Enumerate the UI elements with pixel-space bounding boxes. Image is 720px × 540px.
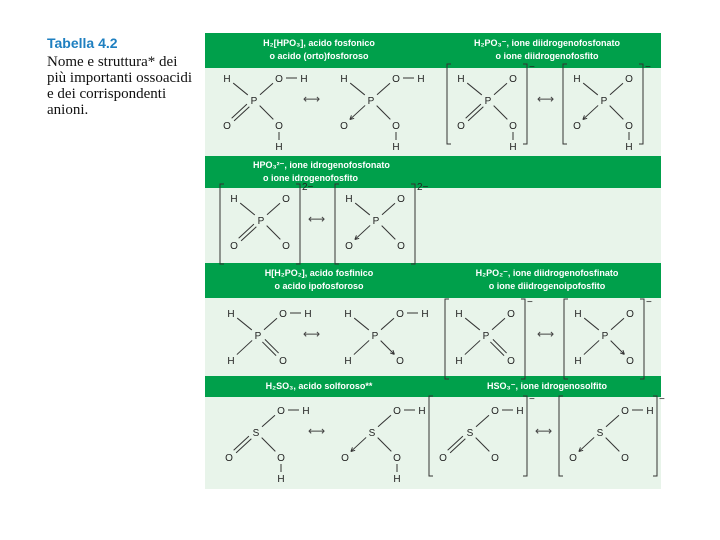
- lewis-structure: [559, 60, 659, 153]
- single-bond: [354, 318, 369, 330]
- single-bond: [494, 106, 508, 120]
- lewis-structure: [330, 295, 430, 385]
- atom-tl: H: [455, 309, 463, 320]
- single-bond: [494, 83, 507, 94]
- single-bond: [233, 83, 248, 95]
- single-bond: [237, 340, 252, 354]
- dative-bond: [355, 225, 370, 239]
- atom-tail: H: [421, 309, 429, 320]
- single-bond: [382, 203, 395, 214]
- single-bond: [382, 226, 396, 240]
- lewis-structure: [326, 60, 426, 153]
- atom-tr: O: [397, 194, 405, 205]
- header-right: HSO₃⁻, ione idrogenosolfito: [487, 381, 607, 391]
- atom-tl: H: [345, 194, 353, 205]
- charge: 2−: [302, 182, 314, 193]
- resonance-arrow: ⟷: [537, 92, 555, 106]
- atom-tail: H: [393, 474, 401, 485]
- atom-bl: O: [569, 453, 577, 464]
- single-bond: [584, 318, 599, 330]
- single-bond: [465, 340, 480, 354]
- atom-bl: O: [573, 121, 581, 132]
- atom-bl: O: [223, 121, 231, 132]
- atom-tr: O: [392, 74, 400, 85]
- atom-tr: O: [621, 406, 629, 417]
- atom-br: O: [621, 453, 629, 464]
- atom-br: O: [282, 241, 290, 252]
- single-bond: [584, 340, 599, 354]
- atom-tail: H: [300, 74, 308, 85]
- single-bond: [237, 318, 252, 330]
- atom-br: O: [392, 121, 400, 132]
- single-bond: [610, 106, 624, 120]
- dative-bond: [381, 341, 395, 355]
- header-text: H₂PO₃⁻, ione diidrogenofosfonato: [474, 38, 620, 48]
- atom-tail: H: [304, 309, 312, 320]
- table-caption: Nome e struttura* dei più importanti ossoacidi e dei corrispondenti anioni.: [47, 54, 192, 118]
- single-bond: [240, 203, 255, 215]
- header-text: H₂[HPO₃], acido fosfonico: [263, 38, 375, 48]
- header-text: H[H₂PO₂], acido fosfinico: [264, 268, 374, 278]
- lewis-structure: [560, 295, 660, 385]
- central-atom: S: [252, 428, 260, 439]
- atom-bl: H: [344, 356, 352, 367]
- central-atom: S: [596, 428, 604, 439]
- lewis-structure: [555, 392, 665, 482]
- atom-tail: H: [277, 474, 285, 485]
- atom-br: O: [396, 356, 404, 367]
- single-bond: [583, 83, 598, 95]
- central-atom: P: [601, 331, 609, 342]
- header-text: HPO₃²⁻, ione idrogenofosfonato: [253, 160, 390, 170]
- atom-tl: H: [227, 309, 235, 320]
- atom-tl: H: [223, 74, 231, 85]
- atom-br: O: [625, 121, 633, 132]
- dative-bond: [611, 341, 625, 355]
- single-bond: [377, 106, 391, 120]
- lewis-structure: [213, 295, 313, 385]
- lewis-structure: [443, 60, 543, 153]
- dative-bond: [350, 105, 365, 119]
- table-label: Tabella 4.2: [47, 35, 118, 51]
- atom-tail: H: [509, 142, 517, 153]
- single-bond: [465, 318, 480, 330]
- lewis-structure: [331, 180, 431, 270]
- charge: 2−: [417, 182, 429, 193]
- atom-tl: H: [457, 74, 465, 85]
- charge: −: [529, 394, 535, 405]
- atom-tr: O: [279, 309, 287, 320]
- single-bond: [350, 83, 365, 95]
- charge: −: [645, 62, 651, 73]
- lewis-structure: [425, 392, 535, 482]
- central-atom: P: [250, 96, 258, 107]
- central-atom: P: [257, 216, 265, 227]
- resonance-arrow: ⟷: [535, 424, 553, 438]
- central-atom: P: [254, 331, 262, 342]
- charge: −: [659, 394, 665, 405]
- single-bond: [492, 318, 505, 329]
- header-text: o acido ipofosforoso: [274, 281, 364, 291]
- charge: −: [527, 297, 533, 308]
- atom-bl: O: [439, 453, 447, 464]
- central-atom: S: [368, 428, 376, 439]
- charge: −: [529, 62, 535, 73]
- single-bond: [381, 318, 394, 329]
- atom-tl: H: [230, 194, 238, 205]
- atom-br: O: [491, 453, 499, 464]
- central-atom: P: [372, 216, 380, 227]
- atom-tr: O: [625, 74, 633, 85]
- lewis-structure: [211, 392, 311, 485]
- single-bond: [606, 438, 620, 452]
- header-left: [205, 267, 433, 293]
- atom-tail: H: [275, 142, 283, 153]
- atom-tr: O: [626, 309, 634, 320]
- single-bond: [260, 106, 274, 120]
- central-atom: S: [466, 428, 474, 439]
- header-text: o ione diidrogenoipofosfito: [488, 281, 606, 291]
- single-bond: [262, 415, 275, 426]
- atom-br: O: [393, 453, 401, 464]
- atom-bl: O: [230, 241, 238, 252]
- atom-br: O: [507, 356, 515, 367]
- single-bond: [355, 203, 370, 215]
- header-text: o ione diidrogenofosfito: [495, 51, 599, 61]
- header-text: o acido (orto)fosforoso: [269, 51, 369, 61]
- lewis-structure: [209, 60, 309, 153]
- atom-tl: H: [340, 74, 348, 85]
- dative-bond: [579, 437, 594, 451]
- atom-tail: H: [516, 406, 524, 417]
- single-bond: [378, 438, 392, 452]
- single-bond: [467, 83, 482, 95]
- central-atom: P: [484, 96, 492, 107]
- single-bond: [610, 83, 623, 94]
- atom-br: O: [509, 121, 517, 132]
- atom-bl: H: [227, 356, 235, 367]
- atom-tr: O: [275, 74, 283, 85]
- lewis-structure: [441, 295, 541, 385]
- atom-bl: O: [225, 453, 233, 464]
- atom-tr: O: [509, 74, 517, 85]
- atom-bl: O: [341, 453, 349, 464]
- lewis-structure: [327, 392, 427, 485]
- single-bond: [262, 438, 276, 452]
- charge: −: [646, 297, 652, 308]
- atom-tl: H: [344, 309, 352, 320]
- atom-br: O: [397, 241, 405, 252]
- single-bond: [264, 318, 277, 329]
- atom-tr: O: [507, 309, 515, 320]
- single-bond: [611, 318, 624, 329]
- atom-bl: O: [345, 241, 353, 252]
- atom-tr: O: [277, 406, 285, 417]
- header-left: H₂SO₃, acido solforoso**: [265, 381, 373, 391]
- atom-tr: O: [396, 309, 404, 320]
- header-text: o ione idrogenofosfito: [263, 173, 358, 183]
- header-text: H₂PO₂⁻, ione diidrogenofosfinato: [475, 268, 619, 278]
- central-atom: P: [371, 331, 379, 342]
- single-bond: [476, 415, 489, 426]
- atom-tail: H: [646, 406, 654, 417]
- lewis-structure: [216, 180, 316, 270]
- atom-br: O: [279, 356, 287, 367]
- atom-tr: O: [393, 406, 401, 417]
- atom-br: O: [275, 121, 283, 132]
- atom-tail: H: [302, 406, 310, 417]
- single-bond: [378, 415, 391, 426]
- bracket: [429, 396, 527, 476]
- atom-tail: H: [418, 406, 426, 417]
- resonance-arrow: ⟷: [537, 327, 555, 341]
- resonance-arrow: ⟷: [308, 424, 326, 438]
- header-right: [433, 267, 661, 293]
- atom-bl: O: [457, 121, 465, 132]
- single-bond: [267, 226, 281, 240]
- atom-tail: H: [625, 142, 633, 153]
- atom-tr: O: [491, 406, 499, 417]
- resonance-arrow: ⟷: [303, 92, 321, 106]
- central-atom: P: [600, 96, 608, 107]
- single-bond: [476, 438, 490, 452]
- dative-bond: [583, 105, 598, 119]
- atom-br: O: [277, 453, 285, 464]
- atom-tail: H: [392, 142, 400, 153]
- atom-bl: H: [574, 356, 582, 367]
- bracket: [559, 396, 657, 476]
- atom-bl: O: [340, 121, 348, 132]
- atom-tail: H: [417, 74, 425, 85]
- single-bond: [260, 83, 273, 94]
- single-bond: [377, 83, 390, 94]
- resonance-arrow: ⟷: [308, 212, 326, 226]
- atom-tr: O: [282, 194, 290, 205]
- atom-br: O: [626, 356, 634, 367]
- single-bond: [354, 340, 369, 354]
- single-bond: [267, 203, 280, 214]
- dative-bond: [351, 437, 366, 451]
- atom-tl: H: [574, 309, 582, 320]
- atom-bl: H: [455, 356, 463, 367]
- single-bond: [606, 415, 619, 426]
- central-atom: P: [482, 331, 490, 342]
- resonance-arrow: ⟷: [303, 327, 321, 341]
- central-atom: P: [367, 96, 375, 107]
- atom-tl: H: [573, 74, 581, 85]
